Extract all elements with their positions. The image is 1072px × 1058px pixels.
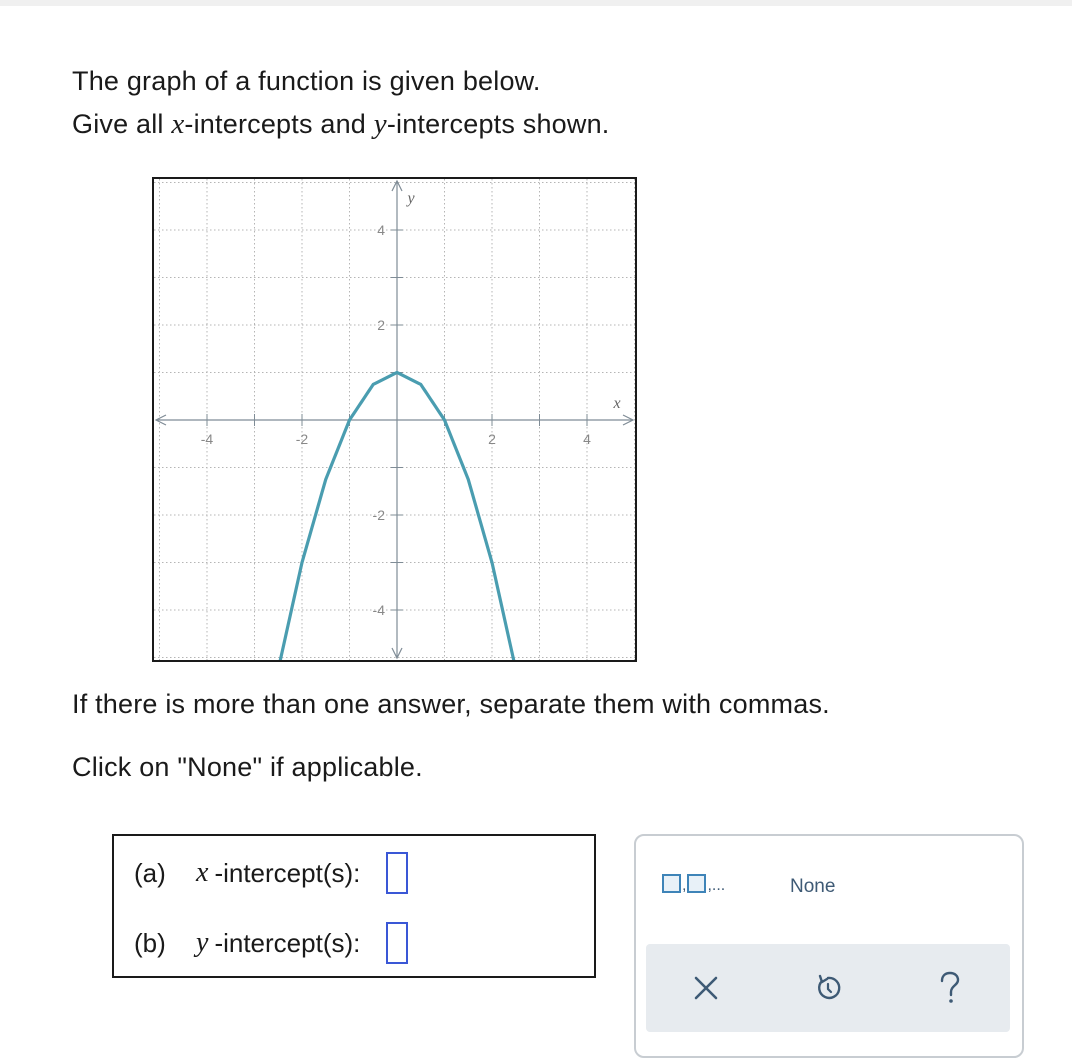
part-a-label: (a) <box>134 857 166 888</box>
list-square-icon <box>687 874 706 893</box>
y-tick-label: -2 <box>372 507 385 523</box>
list-separator: , <box>682 877 687 894</box>
q-prefix: Give all <box>72 109 172 139</box>
help-button[interactable] <box>910 944 990 1032</box>
list-ellipsis: ,... <box>707 877 726 894</box>
clear-button[interactable] <box>666 944 746 1032</box>
y-axis-label: y <box>407 190 415 207</box>
y-tick-label: -4 <box>372 602 385 618</box>
y-tick-label: 4 <box>377 222 385 238</box>
top-band <box>0 0 1072 6</box>
instruction-commas: If there is more than one answer, separate them with commas. <box>72 689 830 719</box>
instruction-none: Click on "None" if applicable. <box>72 752 423 782</box>
part-b-label: (b) <box>134 927 166 958</box>
axes <box>156 181 633 658</box>
part-a-text: -intercept(s): <box>214 857 361 888</box>
question-line-1: The graph of a function is given below. <box>72 66 541 96</box>
q-mid: -intercepts and <box>184 109 374 139</box>
graph <box>152 177 637 662</box>
x-intercept-input[interactable] <box>386 852 408 894</box>
y-tick-label: 2 <box>377 317 385 333</box>
q-suffix: -intercepts shown. <box>386 109 610 139</box>
q-var-x: x <box>171 108 185 140</box>
answer-row-a <box>134 852 408 894</box>
tick-labels <box>201 190 621 618</box>
answer-box <box>112 834 596 978</box>
graph-svg <box>154 179 635 660</box>
none-button[interactable]: None <box>790 876 836 897</box>
question-icon <box>937 971 963 1005</box>
part-b-var: y <box>196 927 209 958</box>
y-intercept-input[interactable] <box>386 922 408 964</box>
list-square-icon <box>662 874 681 893</box>
palette-toolbar <box>646 944 1010 1032</box>
x-tick-label: -4 <box>200 431 214 447</box>
answer-row-b <box>134 922 408 964</box>
x-tick-label: -2 <box>295 431 309 447</box>
x-axis-label: x <box>613 395 621 412</box>
x-tick-label: 4 <box>583 431 591 447</box>
list-template-button[interactable] <box>662 874 726 893</box>
part-b-text: -intercept(s): <box>214 927 361 958</box>
part-a-var: x <box>196 857 209 888</box>
undo-icon <box>813 973 843 1003</box>
q-var-y: y <box>373 108 387 140</box>
question-line-2 <box>72 108 610 141</box>
answer-palette <box>634 834 1024 1058</box>
x-tick-label: 2 <box>488 431 496 447</box>
times-icon <box>693 975 719 1001</box>
undo-button[interactable] <box>788 944 868 1032</box>
